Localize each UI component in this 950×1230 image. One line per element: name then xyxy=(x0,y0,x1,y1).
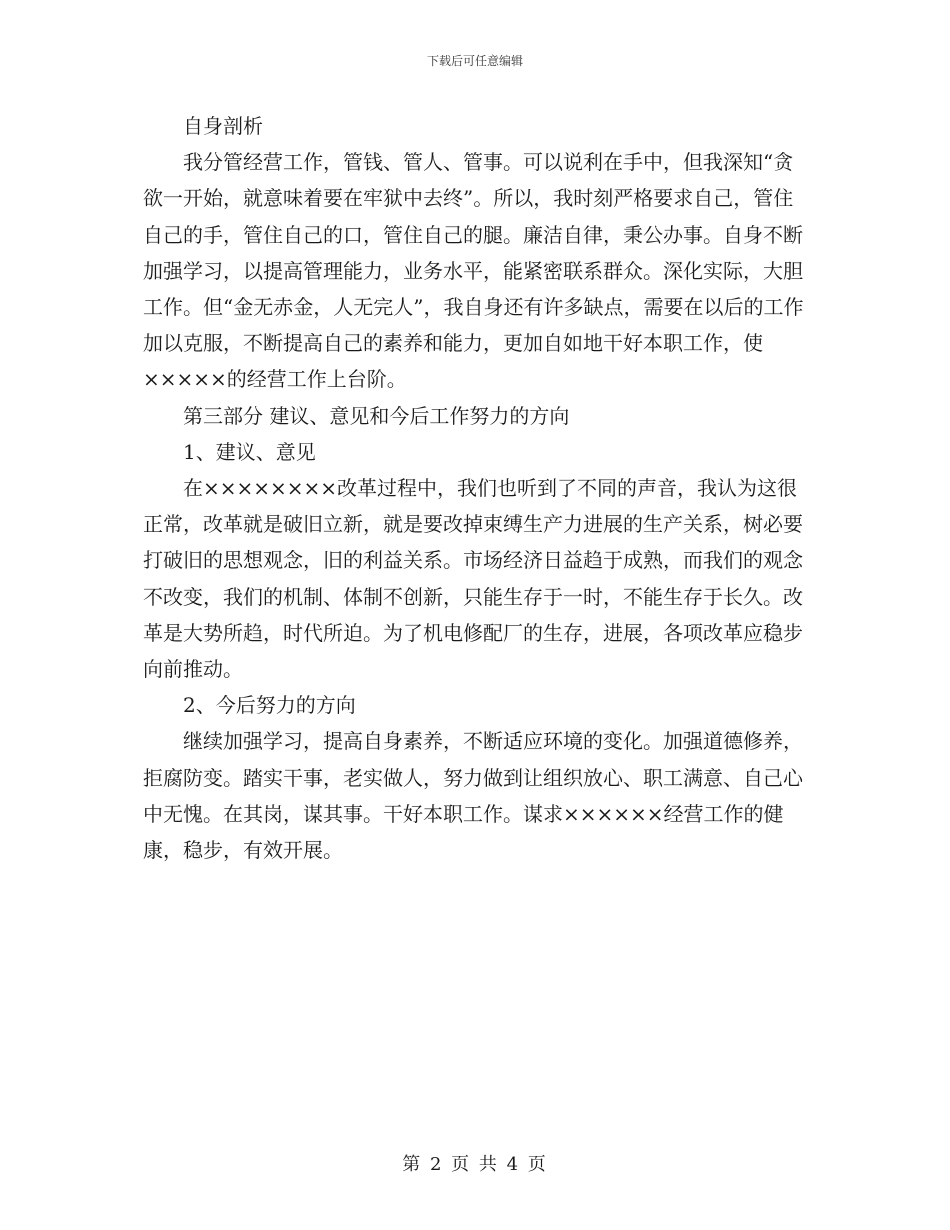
paragraph-direction: 继续加强学习，提高自身素养，不断适应环境的变化。加强道德修养，拒腐防变。踏实干事，老实做人，努力做到让组织放心、职工满意、自己心中无愧。在其岗，谋其事。干好本职工作。谋求××××××经营工作的健康，稳步，有效开展。 xyxy=(143,729,803,863)
section-title-self-analysis: 自身剖析 xyxy=(183,114,263,138)
section-title-part-three: 第三部分 建议、意见和今后工作努力的方向 xyxy=(183,403,570,428)
section-title-suggestions: 1、建议、意见 xyxy=(183,439,316,464)
page-header: 下载后可任意编辑 xyxy=(426,54,523,68)
document-body xyxy=(143,108,813,868)
paragraph-suggestions: 在××××××××改革过程中，我们也听到了不同的声音，我认为这很正常，改革就是破旧立新，就是要改掉束缚生产力进展的生产关系，树必要打破旧的思想观念，旧的利益关系。市场经济日益趋于成熟，而我们的观念不改变，我们的机制、体制不创新，只能生存于一时，不能生存于长久。改革是大势所趋，时代所迫。为了机电修配厂的生存，进展，各项改革应稳步向前推动。 xyxy=(143,476,803,682)
paragraph-self-analysis: 我分管经营工作，管钱、管人、管事。可以说利在手中，但我深知“贪欲一开始，就意味着要在牢狱中去终”。所以，我时刻严格要求自己，管住自己的手，管住自己的口，管住自己的腿。廉洁自律，秉公办事。自身不断加强学习，以提高管理能力，业务水平，能紧密联系群众。深化实际，大胆工作。但“金无赤金，人无完人”，我自身还有许多缺点，需要在以后的工作加以克服，不断提高自己的素养和能力，更加自如地干好本职工作，使×××××的经营工作上台阶。 xyxy=(143,150,804,392)
page-number: 第 2 页 共 4 页 xyxy=(402,1154,548,1175)
section-title-direction: 2、今后努力的方向 xyxy=(183,693,356,718)
